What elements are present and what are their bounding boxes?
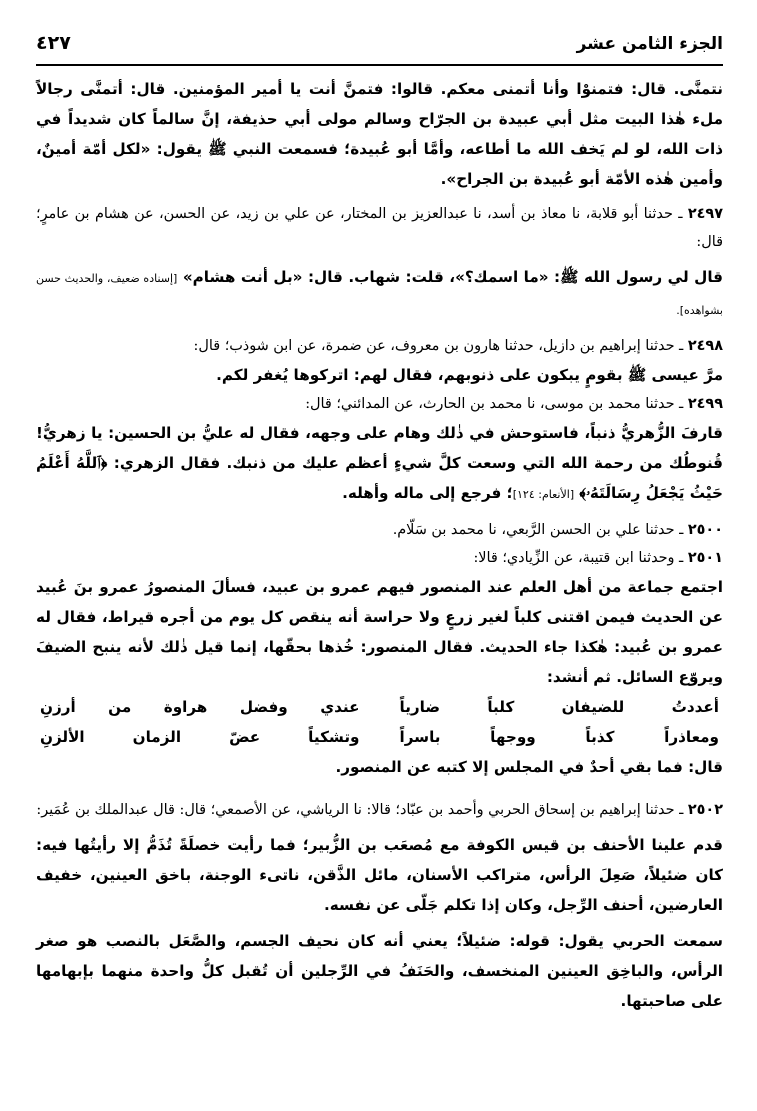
header-divider [36,64,723,66]
paragraph-p14 [36,926,723,1016]
isnad-text: ـ حدثنا علي بن الحسن الرَّبعي، نا محمد بن سَلّام. [392,522,688,538]
p1-text: نتمنَّى. قال: فتمنوْا وأنا أتمنى معكم. قالوا: فتمنَّ أنت يا أمير المؤمنين. قال: أتمنَّى رجالاً ملء هٰذا البيت مثل أبي عبيدة بن الجرّاح وسالم مولى أبي حذيفة، إنَّ سالماً كان شديداً في ذات الله، لو لم يَخف الله ما أطاعه، وأمَّا أبو عُبيدة؛ فسمعت النبي ﷺ يقول: «لكل أمّة أمينٌ، وأمين هٰذه الأمّة أبو عُبيدة بن الجراح». [36,80,723,188]
hadith-2500 [36,516,723,544]
matn-tail: ؛ فرجع إلى ماله وأهله. [342,484,513,502]
hadith-number: ٢٥٠٠ [687,522,723,538]
hadith-number: ٢٥٠١ [687,550,723,566]
paragraph-p11 [36,752,723,782]
hadith-2502 [36,796,723,824]
quran-reference: [الأنعام: ١٢٤] [512,488,575,501]
hadith-2499 [36,390,723,418]
page-number: ٤٢٧ [36,32,71,54]
matn-text: اجتمع جماعة من أهل العلم عند المنصور فيهم عمرو بن عبيد، فسألَ المنصورُ عمرو بنَ عُبيد عن الحديث فيمن اقتنى كلباً لغير زرعٍ ولا حراسة أنه ينقص كل يوم من أجره قيراط، فقال له عمرو بن عُبيد: هٰكذا جاء الحديث. فقال المنصور: خُذها بحقّها، إنما قيل ذٰلك لأنه ينبح الضيفَ ويروّع السائل. ثم أنشد: [36,578,723,686]
hadith-number: ٢٤٩٧ [687,206,723,222]
hadith-2501 [36,544,723,572]
paragraph-p3 [36,262,723,326]
verse-1-first-hemistich: أعددتُ للضيفان كلباً ضارياً [399,698,719,716]
poem-verses [40,692,719,752]
verse-1-second-hemistich: عندي وفضل هراوة من أرزنِ [40,698,360,716]
page-header [36,24,723,54]
commentary-text: سمعت الحربي يقول: قوله: ضئيلاً؛ يعني أنه كان نحيف الجسم، والصَّعَل بالنصب هو صغر الرأس، والباخِق العينين المنخسف، والحَنَفُ في الرِّجلين أن تُقبل كلُّ واحدة منهما بإبهامها على صاحبتها. [36,932,723,1010]
paragraph-p7 [36,418,723,510]
isnad-text: ـ حدثنا إبراهيم بن دازيل، حدثنا هارون بن معروف، عن ضمرة، عن ابن شوذب؛ قال: [193,338,688,354]
verse-2-second-hemistich: وتشكياً عضّ الزمان الألزنِ [40,728,360,746]
matn-text: قال لي رسول الله ﷺ: «ما اسمك؟»، قلت: شهاب. قال: «بل أنت هشام» [177,268,723,286]
hadith-2497 [36,200,723,256]
paragraph-p13 [36,830,723,920]
matn-text: قال: فما بقي أحدٌ في المجلس إلا كتبه عن المنصور. [335,758,723,776]
isnad-text: ـ حدثنا محمد بن موسى، نا محمد بن الحارث، عن المدائني؛ قال: [305,396,688,412]
matn-text: مرَّ عيسى ﷺ بقومٍ يبكون على ذنوبهم، فقال لهم: اتركوها يُغفر لكم. [216,366,723,384]
isnad-text: ـ وحدثنا ابن قتيبة، عن الزِّيادي؛ قالا: [473,550,688,566]
isnad-text: ـ حدثنا أبو قلابة، نا معاذ بن أسد، نا عبدالعزيز بن المختار، عن علي بن زيد، عن الحسن، عن هشام بن عامرٍ؛ قال: [36,206,723,250]
hadith-number: ٢٥٠٢ [687,802,723,818]
volume-title: الجزء الثامن عشر [576,34,723,54]
paragraph-p1 [36,74,723,194]
hadith-number: ٢٤٩٩ [687,396,723,412]
paragraph-p10 [36,572,723,692]
isnad-text: ـ حدثنا إبراهيم بن إسحاق الحربي وأحمد بن عبّاد؛ قالا: نا الرياشي، عن الأصمعي؛ قال: قال عبدالملك بن عُمَير: [36,802,688,818]
hadith-number: ٢٤٩٨ [687,338,723,354]
grading-note: [إسناده ضعيف، والحديث حسن بشواهده]. [36,272,723,317]
matn-text: قدم علينا الأحنف بن قيس الكوفة مع مُصعَب بن الزُّبير؛ فما رأيت خصلَةً تُذَمُّ إلا رأيتُها فيه: كان ضئيلاً، صَعِلَ الرأس، متراكب الأسنان، مائل الذَّقن، ناتىء الوجنة، باخق العينين، خفيف العارضين، أحنف الرِّجل، وكان إذا تكلم جَلّى عن نفسه. [36,836,723,914]
paragraph-p5 [36,360,723,390]
matn-text: قارفَ الزُّهريُّ ذنباً، فاستوحش في ذٰلك وهام على وجهه، فقال له عليُّ بن الحسين: يا زهريُّ! قُنوطُك من رحمة الله التي وسعت كلَّ شيءٍ أعظم عليك من ذنبك. فقال الزهري: ﴿ٱللَّهُ أَعْلَمُ حَيْثُ يَجْعَلُ رِسَالَتَهُۥ﴾ [36,424,723,502]
hadith-2498 [36,332,723,360]
verse-2-first-hemistich: ومعاذراً كذباً ووجهاً باسراً [399,728,719,746]
